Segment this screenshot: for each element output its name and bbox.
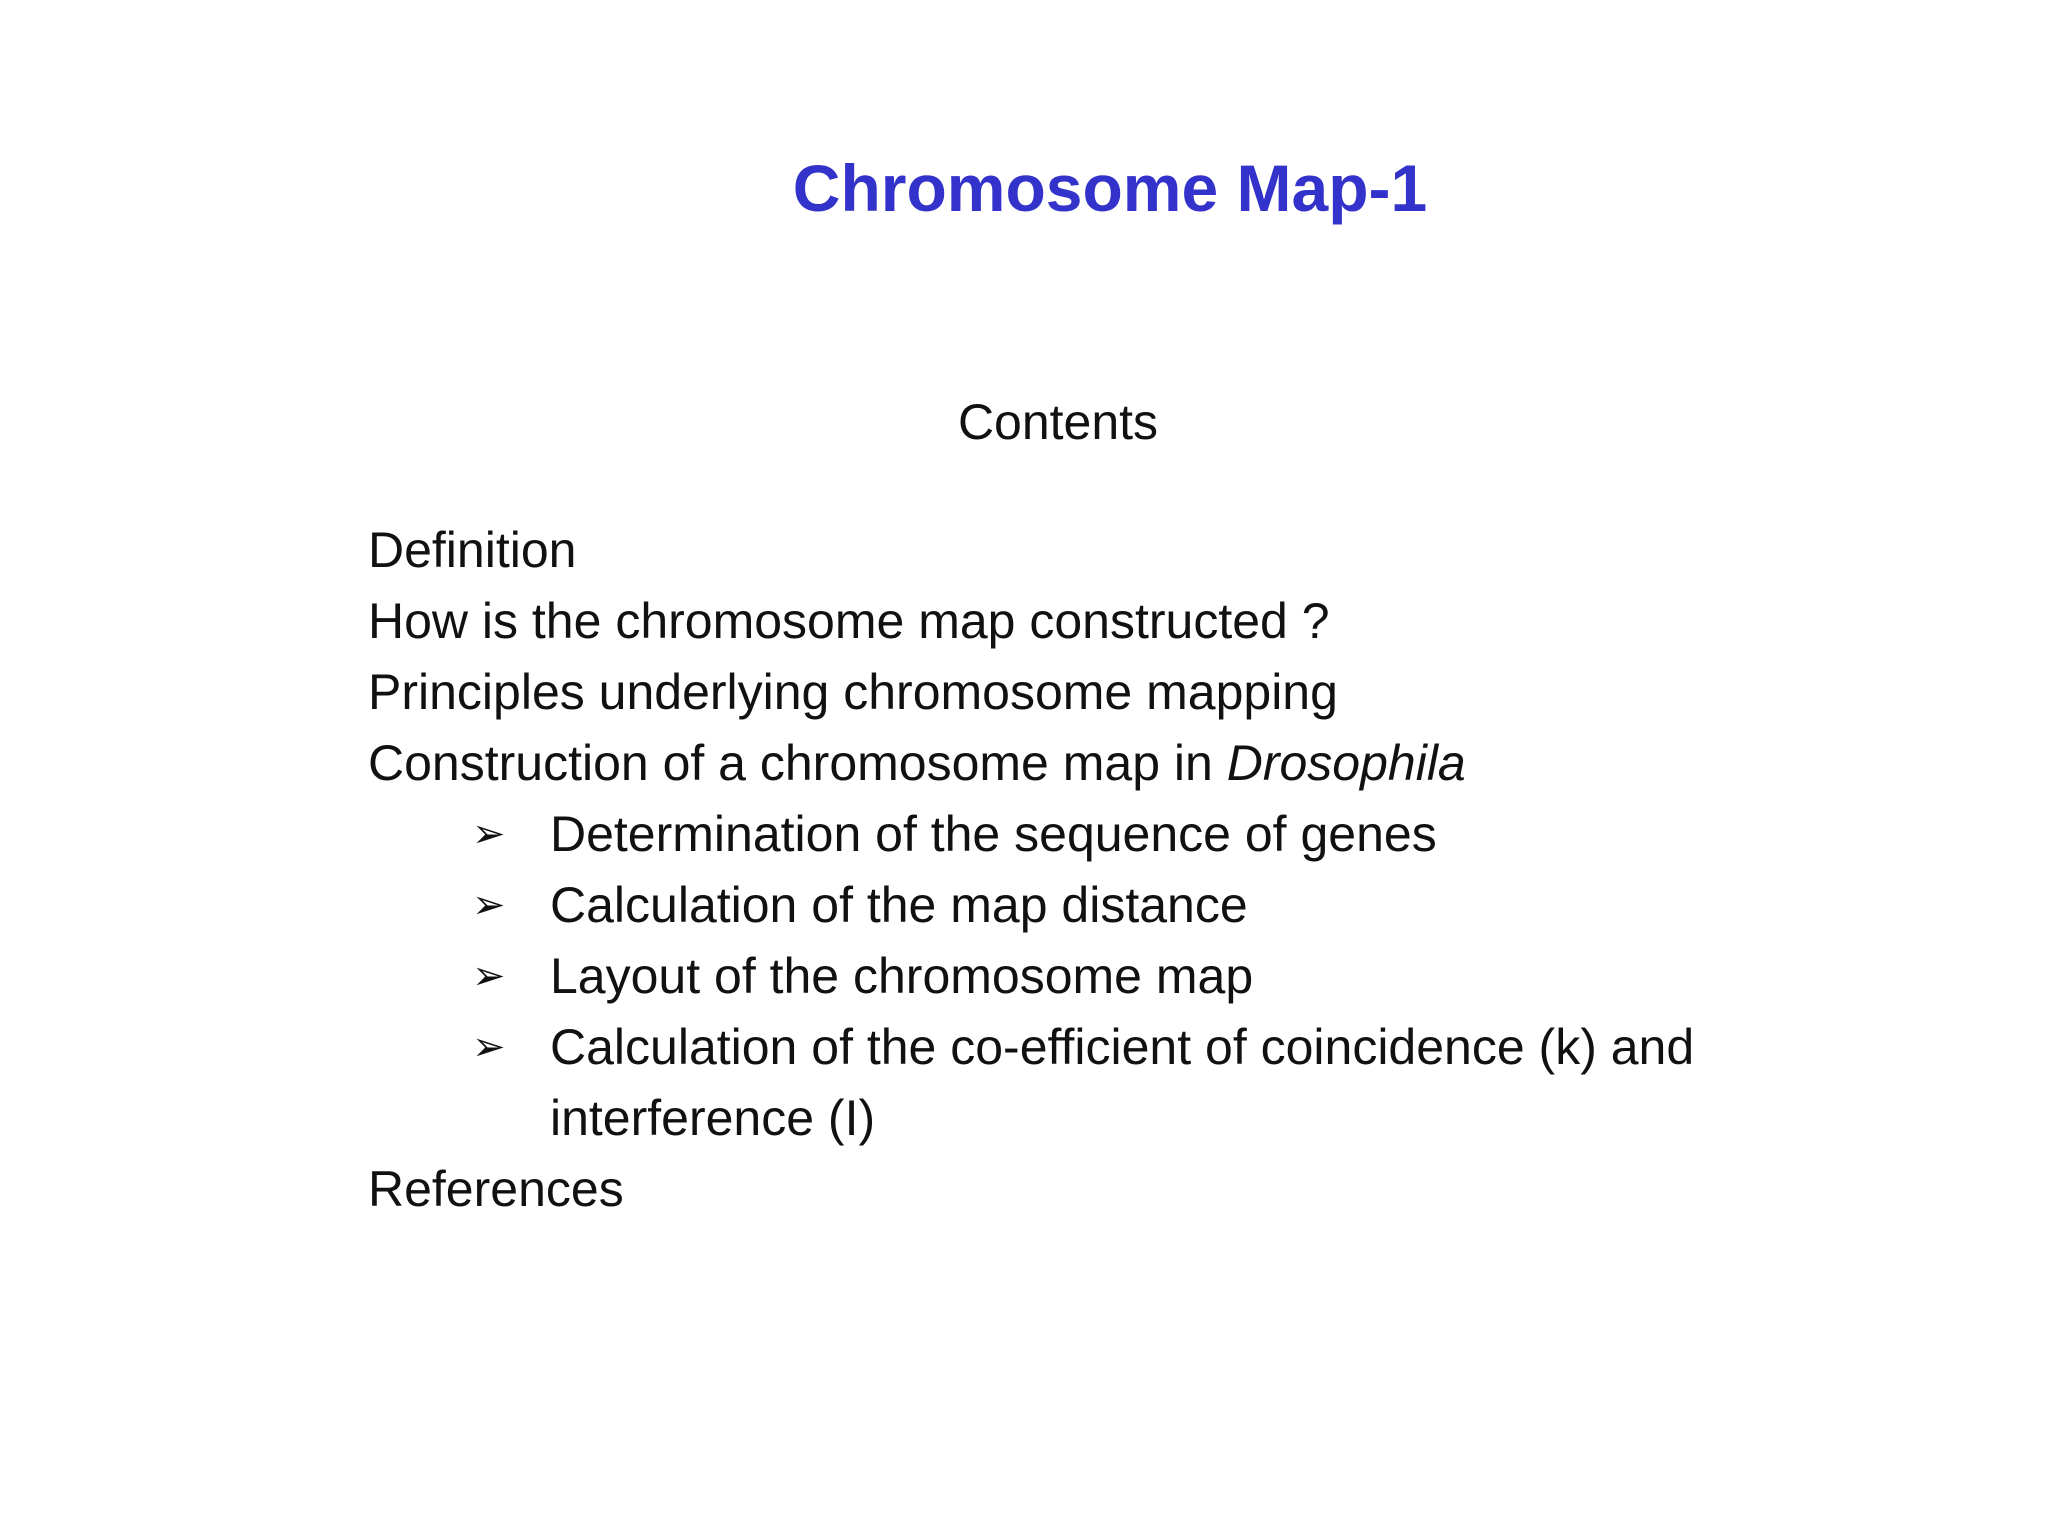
sub-list-item-text: Determination of the sequence of genes bbox=[550, 806, 1437, 862]
list-item-principles: Principles underlying chromosome mapping bbox=[368, 664, 1338, 720]
species-name: Drosophila bbox=[1226, 735, 1466, 791]
arrowhead-bullet-icon: ➢ bbox=[472, 882, 506, 928]
list-item-references: References bbox=[368, 1161, 624, 1217]
list-item-construction-drosophila bbox=[368, 733, 1466, 793]
arrowhead-bullet-icon: ➢ bbox=[472, 811, 506, 857]
sub-list-item-text: Calculation of the co-efficient of coincidence (k) and bbox=[550, 1019, 1695, 1075]
sub-list-item-text: Calculation of the map distance bbox=[550, 877, 1248, 933]
sub-list-item-text: Layout of the chromosome map bbox=[550, 948, 1254, 1004]
contents-heading: Contents bbox=[957, 394, 1159, 450]
sub-list-item-continuation: interference (I) bbox=[550, 1090, 876, 1146]
arrowhead-bullet-icon: ➢ bbox=[472, 953, 506, 999]
list-item-construction-question: How is the chromosome map constructed ? bbox=[368, 593, 1330, 649]
arrowhead-bullet-icon: ➢ bbox=[472, 1024, 506, 1070]
list-item-construction-text: Construction of a chromosome map in bbox=[368, 735, 1227, 791]
slide-title: Chromosome Map-1 bbox=[792, 151, 1428, 225]
list-item-definition: Definition bbox=[368, 522, 577, 578]
